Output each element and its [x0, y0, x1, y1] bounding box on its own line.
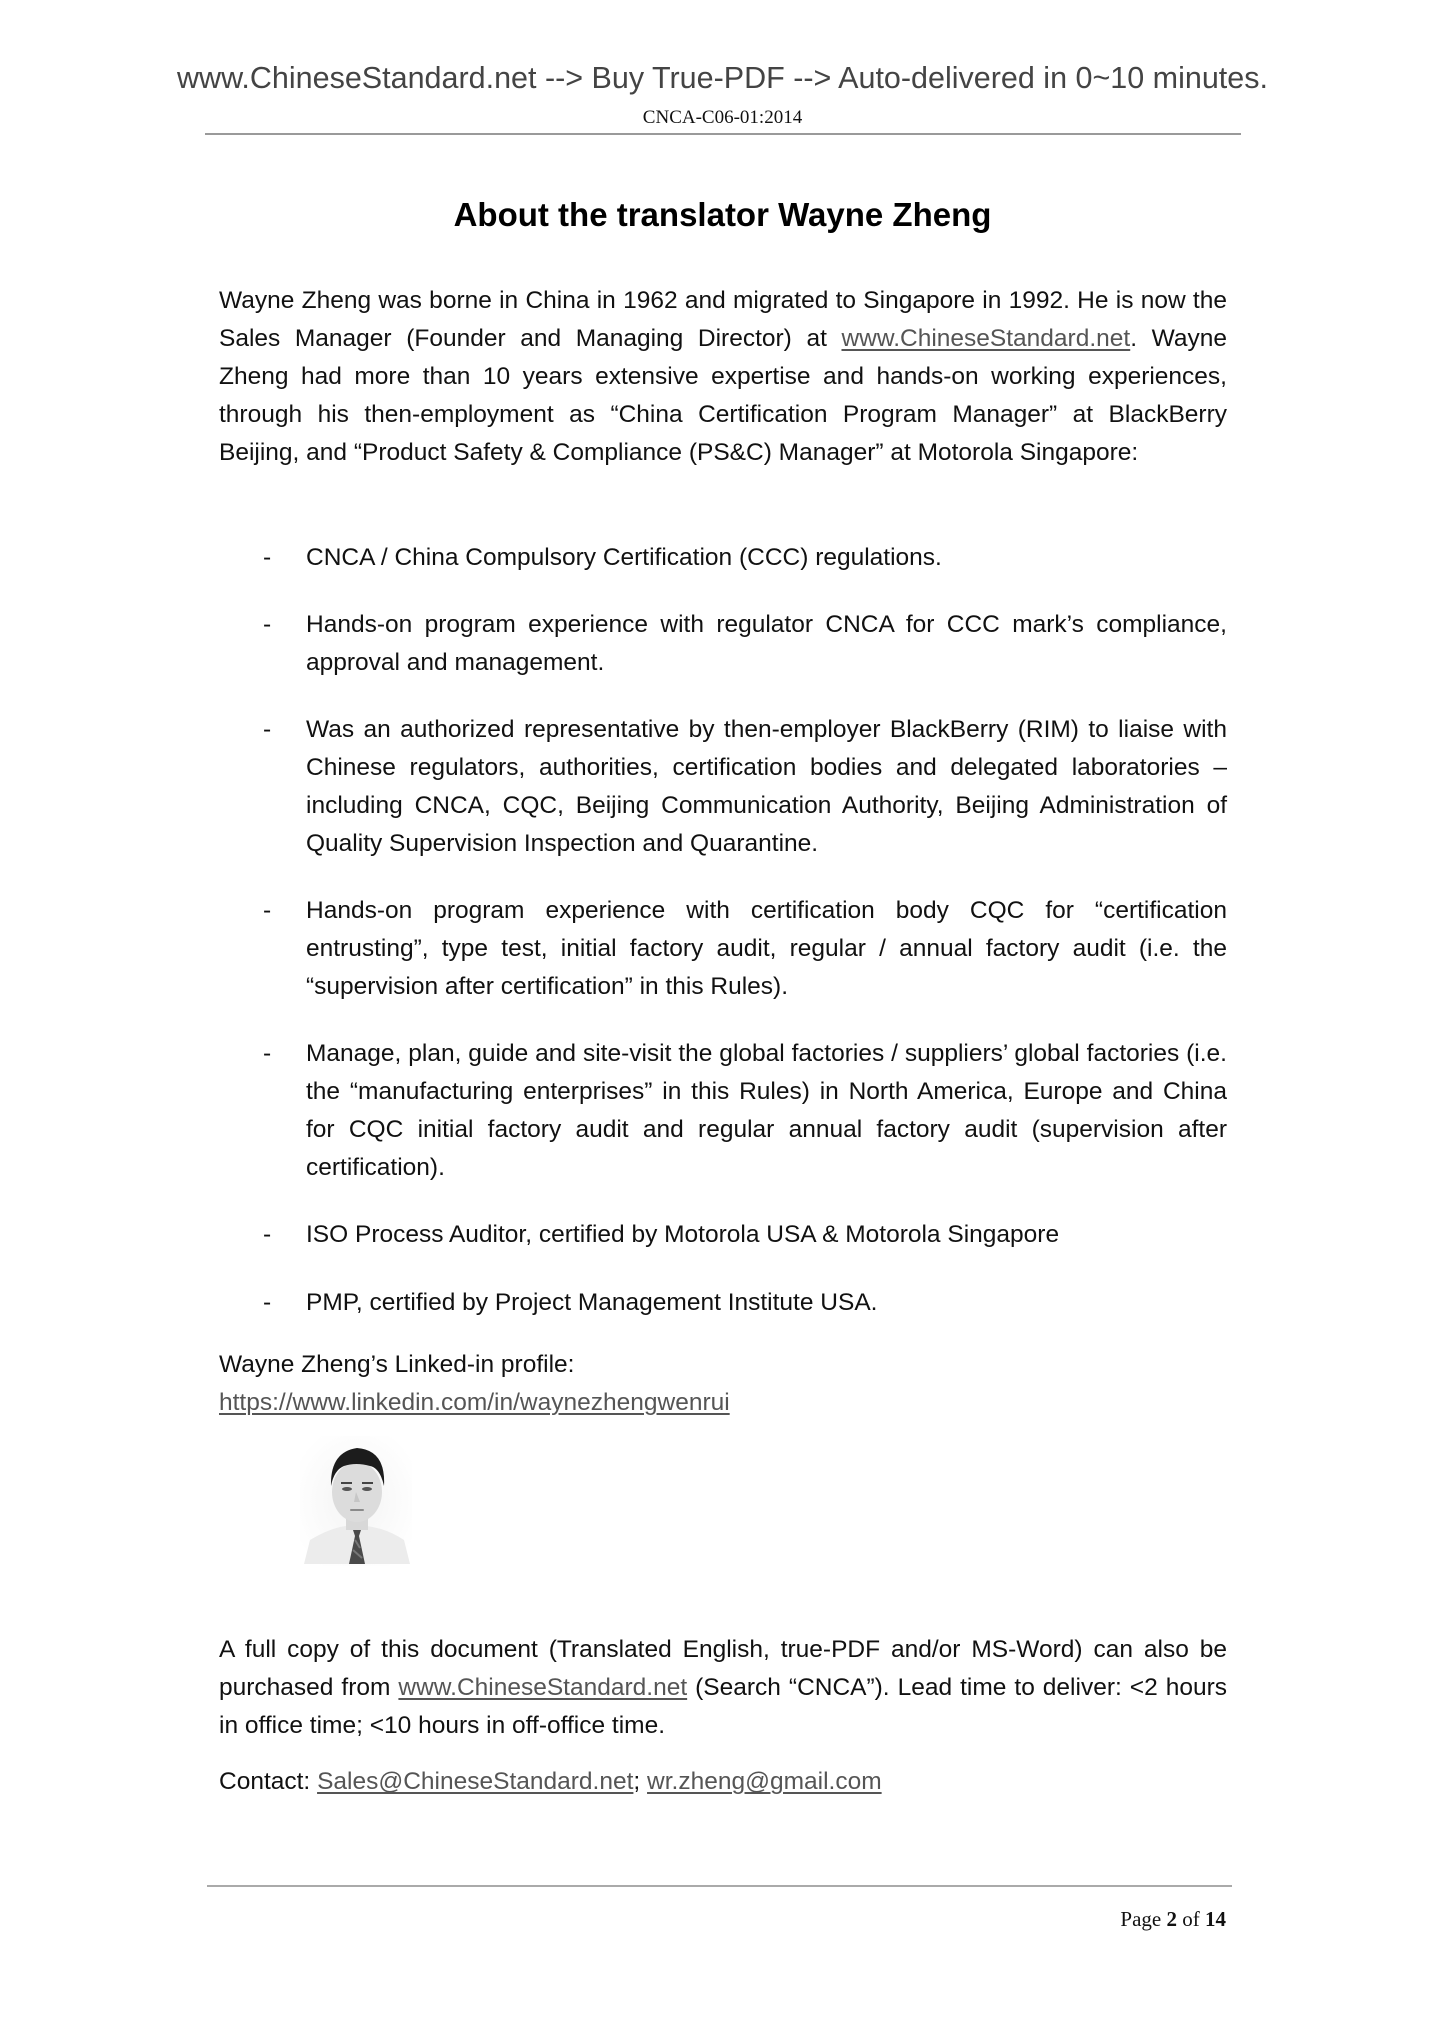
page-number — [1120, 1906, 1226, 1932]
page-label: Page — [1120, 1907, 1167, 1931]
total-pages: 14 — [1205, 1907, 1226, 1931]
list-item-text: ISO Process Auditor, certified by Motorola USA & Motorola Singapore — [306, 1221, 1060, 1248]
intro-paragraph — [219, 282, 1227, 472]
purchase-paragraph — [219, 1631, 1227, 1745]
linkedin-profile-link[interactable]: https://www.linkedin.com/in/waynezhengwenrui — [219, 1389, 730, 1416]
header-banner: www.ChineseStandard.net --> Buy True-PDF --> Auto-delivered in 0~10 minutes. — [177, 61, 1268, 95]
header-divider — [205, 133, 1241, 135]
list-item — [219, 1035, 1227, 1187]
footer-divider — [207, 1885, 1232, 1887]
list-item — [219, 539, 1227, 577]
translator-photo — [300, 1436, 412, 1566]
list-item — [219, 1284, 1227, 1322]
bullet-dash-icon: - — [263, 544, 272, 571]
bullet-dash-icon: - — [263, 611, 272, 638]
list-item-text: Hands-on program experience with certification body CQC for “certification entrusting”, type test, initial factory audit, regular / annual factory audit (i.e. the “supervision after certification” in this Rules). — [306, 897, 1227, 1000]
list-item — [219, 711, 1227, 863]
bullet-dash-icon: - — [263, 1040, 272, 1067]
bullet-dash-icon: - — [263, 1289, 272, 1316]
list-item-text: Was an authorized representative by then-employer BlackBerry (RIM) to liaise with Chinese regulators, authorities, certification bodies and delegated laboratories – including CNCA, CQC, Beijing Communication Authority, Beijing Administration of Quality Supervision Inspection and Quarantine. — [306, 716, 1227, 857]
list-item — [219, 606, 1227, 682]
list-item-text: PMP, certified by Project Management Institute USA. — [306, 1289, 878, 1316]
chinesestandard-purchase-link[interactable]: www.ChineseStandard.net — [398, 1674, 688, 1701]
intro-text-2: . Wayne Zheng had more than 10 years extensive expertise and hands-on working experiences, through his then-employment as “China Certification Program Manager” at BlackBerry Beijing, and “Product Safety & Compliance (PS&C) Manager” at Motorola Singapore: — [219, 325, 1227, 466]
document-code: CNCA-C06-01:2014 — [642, 107, 803, 128]
list-item-text: Manage, plan, guide and site-visit the global factories / suppliers’ global factories (i.e. the “manufacturing enterprises” in this Rules) in North America, Europe and China for CQC initial factory audit and regular annual factory audit (supervision after certification). — [306, 1040, 1227, 1181]
experience-list — [219, 539, 1227, 1351]
contact-line — [219, 1763, 1227, 1801]
bullet-dash-icon: - — [263, 716, 272, 743]
current-page: 2 — [1166, 1907, 1177, 1931]
sales-email-link[interactable]: Sales@ChineseStandard.net — [317, 1768, 634, 1795]
purchase-text-2: (Search “CNCA”). Lead time to deliver: <2 hours in office time; <10 hours in off-office time. — [219, 1674, 1227, 1739]
bullet-dash-icon: - — [263, 1221, 272, 1248]
page-title: About the translator Wayne Zheng — [453, 196, 992, 233]
contact-label: Contact: — [219, 1768, 318, 1795]
list-item-text: Hands-on program experience with regulator CNCA for CCC mark’s compliance, approval and management. — [306, 611, 1227, 676]
list-item — [219, 1216, 1227, 1254]
linkedin-row — [219, 1384, 1227, 1422]
personal-email-link[interactable]: wr.zheng@gmail.com — [647, 1768, 882, 1795]
purchase-text-1: A full copy of this document (Translated English, true-PDF and/or MS-Word) can also be purchased from — [219, 1636, 1227, 1701]
chinesestandard-link[interactable]: www.ChineseStandard.net — [841, 325, 1131, 352]
bullet-dash-icon: - — [263, 897, 272, 924]
portrait-image-icon — [300, 1436, 412, 1566]
intro-text-1: Wayne Zheng was borne in China in 1962 and migrated to Singapore in 1992. He is now the Sales Manager (Founder and Managing Director) at — [219, 287, 1227, 352]
list-item-text: CNCA / China Compulsory Certification (CCC) regulations. — [306, 544, 942, 571]
linkedin-label: Wayne Zheng’s Linked-in profile: — [219, 1351, 575, 1378]
contact-separator: ; — [633, 1768, 648, 1795]
list-item — [219, 892, 1227, 1006]
of-label: of — [1177, 1907, 1205, 1931]
